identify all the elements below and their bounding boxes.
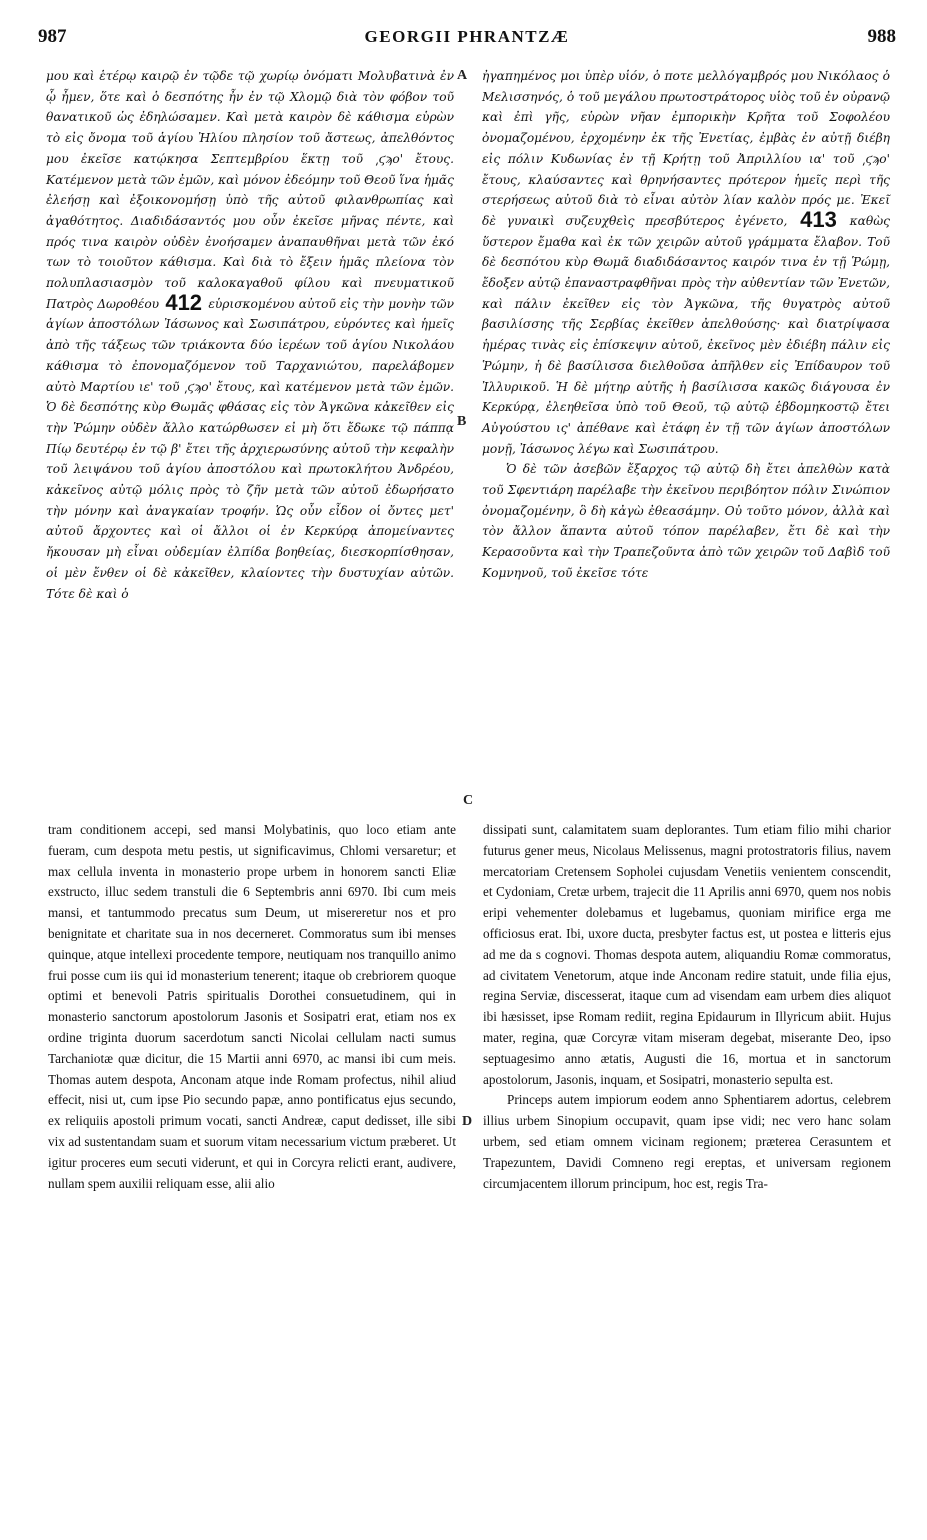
greek-text-right-column (482, 66, 890, 584)
latin-text-left-column (48, 820, 456, 1194)
latin-text-right-column (483, 820, 891, 1194)
greek-text: εὑρισκομένου αὐτοῦ εἰς τὴν μονὴν τῶν ἁγίων ἀποστόλων Ἰάσωνος καὶ Σωσιπάτρου, εὑρόντες καὶ ἡμεῖς ἀπὸ τῆς τάξεως τῶν τριάκοντα δύο ἱερέων τοῦ ἁγίου Νικολάου κάθισμα τὸ ἐπονομαζόμενον τοῦ Ταρχανιώτου, παρελάβομεν αὐτὸ Μαρτίου ιε' τοῦ ͵ϛϡο' ἔτους, καὶ κατέμενον μετὰ τῶν ἐμῶν. Ὁ δὲ δεσπότης κὺρ Θωμᾶς φθάσας εἰς τὸν Ἀγκῶνα κἀκεῖθεν εἰς τὴν Ῥώμην οὐδὲν ἄλλο κατώρθωσεν εἰ μὴ ὅτι ἔδωκε τῷ πάππᾳ Πίῳ δευτέρῳ ἐν τῷ β' ἔτει τῆς ἀρχιερωσύνης αὐτοῦ τὴν κεφαλὴν τοῦ λειψάνου τοῦ ἁγίου ἀποστόλου καὶ πρωτοκλήτου Ἀνδρέου, κἀκεῖνος αὐτῷ μόλις πρὸς τὸ ζῆν μετὰ τῶν αὐτοῦ ἐδωρήσατο τὴν μόνην καὶ ἀναγκαίαν τροφήν. Ὡς οὖν εἶδον οἱ ὄντες μετ' αὐτοῦ ἄρχοντες καὶ οἱ ἄλλοι οἱ ἐν Κερκύρᾳ ἀπομείναντες ἤκουσαν μὴ εἶναι οὐδεμίαν ἐλπίδα βοηθείας, διεσκορπίσθησαν, οἱ μὲν ἔνθεν οἱ δὲ κἀκεῖθεν, κλαίοντες τὴν δυστυχίαν αὐτῶν. Τότε δὲ καὶ ὁ (46, 296, 454, 601)
folio-marker: 412 (165, 289, 203, 315)
greek-paragraph: Ὁ δὲ τῶν ἀσεβῶν ἔξαρχος τῷ αὐτῷ δὴ ἔτει ἀπελθὼν κατὰ τοῦ Σφεντιάρη παρέλαβε τὴν ἐκεῖνου περιβόητον πόλιν Σινώπιον ὀνομαζομένην, ὃ δὴ κἀγὼ ἐθεασάμην. Οὐ τοῦτο μόνον, ἀλλὰ καὶ τὸν ἄλλον ἅπαντα αὐτοῦ τόπον παρέλαβεν, ἔτι δὲ καὶ τὴν Κερασοῦντα καὶ τὴν Τραπεζοῦντα ἀπὸ τῶν χειρῶν τοῦ Δαβὶδ τοῦ Κομνηνοῦ, τοῦ ἐκεῖσε τότε (482, 462, 890, 580)
margin-letter-a: A (457, 68, 468, 83)
folio-marker: 413 (800, 206, 837, 232)
greek-text-left-column (46, 66, 454, 604)
greek-text: ἠγαπημένος μοι ὑπὲρ υἱόν, ὁ ποτε μελλόγαμβρός μου Νικόλαος ὁ Μελισσηνός, ὁ τοῦ μεγάλου πρωτοστράτορος υἱὸς τοῦ ἐν οὐρανῷ καὶ ἐπὶ γῆς, εὑρὼν νῆαν ἐμπορικὴν Κρῆτα τοῦ Σοφολέου ὀνομαζομένου, ἐρχομένην ἐκ τῆς Ἐνετίας, ἐμβὰς ἐν αὐτῇ διέβη εἰς πόλιν Κυδωνίας ἐν τῇ Κρήτῃ τοῦ Ἀπριλλίου ια' τοῦ ͵ϛϡο' ἔτους, κλαύσαντες καὶ θρηνήσαντες πρότερον ἡμεῖς περὶ τῆς στερήσεως αὐτοῦ διὰ τὸ εἶναι αὐτὸν λίαν καλὸν πρός με. Ἐκεῖ δὲ γυναικὶ συζευχθεὶς πρεσβύτερος ἐγένετο, (482, 69, 890, 228)
greek-text: μου καὶ ἑτέρῳ καιρῷ ἐν τῷδε τῷ χωρίῳ ὀνόματι Μολυβατινὰ ἐν ᾧ ἦμεν, ὅτε καὶ ὁ δεσπότης ἦν ἐν τῷ Χλομῷ διὰ τὸν φόβον τοῦ θανατικοῦ ὡς ἐδηλώσαμεν. Καὶ μετὰ καιρὸν δὲ κάθισμα εὑρὼν τὸ εἰς ὄνομα τοῦ ἁγίου Ἠλίου πλησίον τοῦ ἄστεως, ἀπελθόντος μου ἐκεῖσε κατῴκησα Σεπτεμβρίου ἕκτῃ τοῦ ͵ϛϡο' ἔτους. Κατέμενον μετὰ τῶν ἐμῶν, καὶ μόνον ἐδεόμην τοῦ Θεοῦ ἵνα ἡμᾶς ἐλεήσῃ καὶ ἐξοικονομήσῃ ὑπὸ τῆς αὐτοῦ φιλανθρωπίας καὶ ἀγαθότητος. Διαδιδάσαντός μου οὖν ἐκεῖσε μῆνας πέντε, καὶ πρός τινα καιρὸν οὐδὲν ἐνοήσαμεν ἀναπαυθῆναι μετὰ τῶν ἐκό των τὸ τοιοῦτον κάθισμα. Καὶ διὰ τὸ ἔξειν ἡμᾶς πλείονα τὸν πολυπλασιασμὸν τοῦ καλοκαγαθοῦ φίλου καὶ πνευματικοῦ Πατρὸς Δωροθέου (46, 69, 454, 311)
greek-text: καθὼς ὕστερον ἔμαθα καὶ ἐκ τῶν χειρῶν αὐτοῦ γράμματα ἔλαβον. Τοῦ δὲ δεσπότου κὺρ Θωμᾶ διαδιδάσαντος καιρόν τινα ἐν τῇ Ῥώμῃ, ἔδοξεν αὐτῷ ἐπαναστραφθῆναι πρὸς τὴν αὐθεντίαν τῶν Ἐνετῶν, καὶ πάλιν ἐκεῖθεν εἰς τὸν Ἀγκῶνα, τῆς θυγατρὸς αὐτοῦ βασιλίσσης τῆς Σερβίας ἐκεῖθεν ἀπελθούσης· καὶ διατρίψασα ἡμέρας τινὰς εἰς ἐπίσκεψιν αὐτοῦ, ἐκεῖνος μὲν ἐδιέβη πάλιν εἰς Ῥώμην, ἡ δὲ βασίλισσα διελθοῦσα ἀπῆλθεν εἰς Ἐπίδαυρον τοῦ Ἰλλυρικοῦ. Ἡ δὲ μήτηρ αὐτῆς ἡ βασίλισσα κακῶς διάγουσα ἐν Κερκύρᾳ, ἐλεηθεῖσα ὑπὸ τοῦ Θεοῦ, τῷ αὐτῷ ἑβδομηκοστῷ ἔτει Αὐγούστου ις' ἀπέθανε καὶ ἐτάφη ἐν τῇ τῶν ἁγίων ἀποστόλων μονῇ, Ἰάσωνος λέγω καὶ Σωσιπάτρου. (482, 213, 890, 456)
latin-paragraph: Princeps autem impiorum eodem anno Sphentiarem adortus, celebrem illius urbem Sinopium occupavit, quam ipse vidi; nec vero hanc solam urbem, sed etiam omnem vicinam regionem; præterea Cerasuntem et Trapezuntem, Davidi Comneno regi ereptas, et universam regionem circumjacentem illorum principum, hoc est, regis Tra- (483, 1092, 891, 1191)
running-title: GEORGII PHRANTZÆ (364, 27, 570, 46)
latin-paragraph: dissipati sunt, calamitatem suam deplorantes. Tum etiam filio mihi charior futurus gener meus, Nicolaus Melissenus, magni protostratoris filius, navem mercatoriam Cretensem Sopholei cujusdam Venetiis venientem conscendit, et Cydoniam, Cretæ urbem, trajecit die 11 Aprilis anni 6970, quem nos nobis eripi vehementer dolebamus et lugebamus, quoniam mirifice erga me officiosus erat. Ibi, uxore ducta, presbyter factus est, ut postea e litteris ejus ad me da s cognovi. Thomas despota autem, aliquandiu Romæ commoratus, ad civitatem Venetorum, atque inde Anconam redire statuit, unde filia ejus, regina Serviæ, discesserat, itaque cum ad visendam eam urbem dies aliquot ibi hæsisset, ipse Romam rediit, regina Epidaurum in Illyricum abiit. Hujus mater, regina, quæ Corcyræ vitam miseram degebat, miserante Deo, ipso septuagesimo anno ætatis, Augusti die 16, mortua et in sanctorum apostolorum, Jasonis, inquam, et Sosipatri, monasterio sepulta est. (483, 822, 891, 1087)
margin-letter-c: C (463, 793, 474, 808)
margin-letter-b: B (457, 414, 467, 429)
running-head (38, 26, 896, 54)
page-number-right: 988 (867, 26, 896, 47)
margin-letter-d: D (462, 1114, 473, 1129)
greek-paragraph (46, 66, 454, 604)
greek-paragraph (482, 66, 890, 459)
latin-paragraph: tram conditionem accepi, sed mansi Molybatinis, quo loco etiam ante fueram, cum despota metu pestis, ut significavimus, Chlomi versaretur; et max cellula inventa in monasterio prope urbem in honorem sancti Eliæ exstructo, illuc sedem transtuli die 6 Septembris anni 6970. Ibi cum meis mansi, et tantummodo precatus sum Deum, ut misereretur nos et pro benignitate et charitate sua in nos decerneret. Commoratus sum ibi menses quinque, atque intellexi procedente tempore, neutiquam nos tranquillo animo frui posse cum iis qui id monasterium tenerent; itaque ob crebriorem quoque optimi et benevoli Patris spiritualis Dorothei consuetudinem, qui in monasterio sanctorum apostolorum Jasonis et Sosipatri erat, etiam nos ex ordine triginta duorum sacerdotum sancti Nicolai cellulam nacti sumus Tarchaniotæ quæ dicitur, die 15 Martii anni 6970, ac mansi ibi cum meis. Thomas autem despota, Anconam atque inde Romam profectus, nihil aliud effecit, nisi ut, cum ipse Pio secundo papæ, anno pontificatus ejus secundo, ex reliquiis apostoli primum vocati, sancti Andreæ, caput dedisset, ille sibi vix ad sustentandam suam et suorum vitam necessarium victum præberet. Ut igitur proceres eum secuti viderunt, et qui in Corcyra relicti erant, audivere, nullam spem auxilii reliquam esse, alii alio (48, 822, 456, 1191)
page-number-left: 987 (38, 26, 67, 47)
